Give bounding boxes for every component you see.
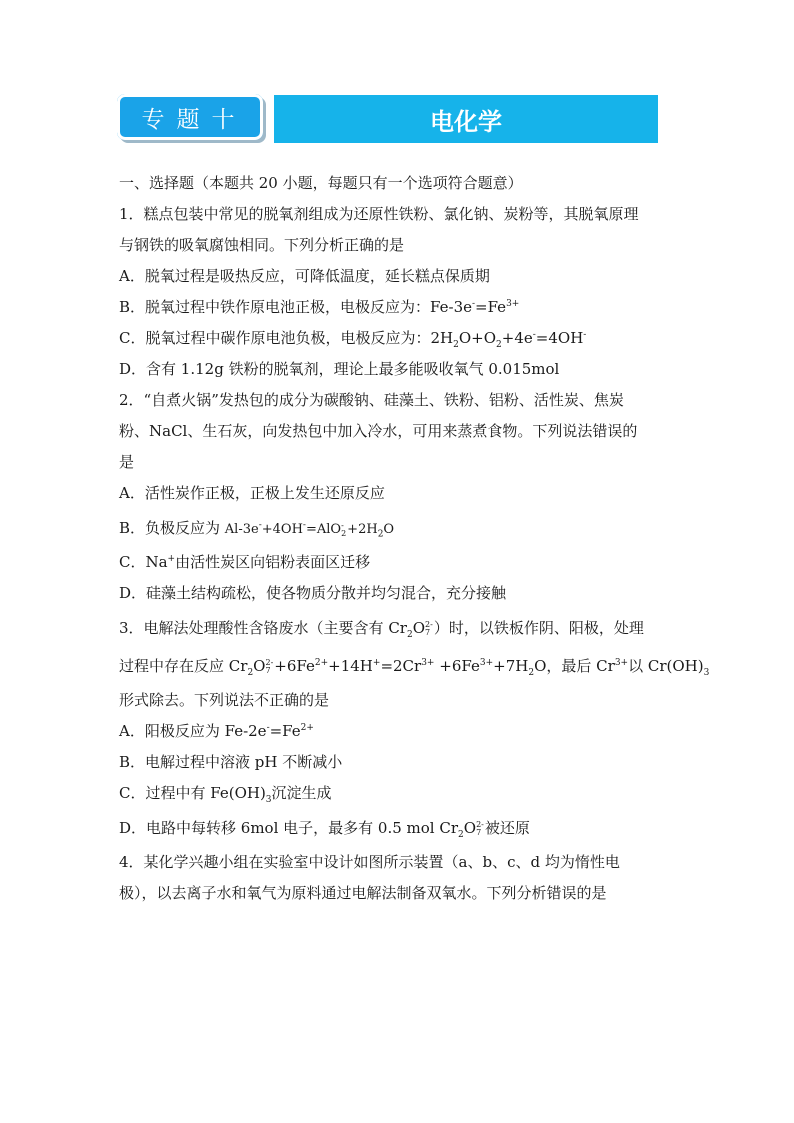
q1-option-c	[119, 323, 679, 354]
q2-option-c	[119, 547, 679, 578]
q4-stem-line1: 4．某化学兴趣小组在实验室中设计如图所示装置（a、b、c、d 均为惰性电	[119, 853, 620, 871]
chapter-header	[117, 94, 658, 144]
q3-option-d	[119, 809, 679, 847]
q3-stem-line2-a: 过程中存在反应	[119, 657, 229, 675]
q3-stem-line3: 形式除去。下列说法不正确的是	[119, 691, 330, 709]
q2-option-b	[119, 509, 679, 547]
q2-option-c-text: 由活性炭区向铝粉表面区迁移	[175, 553, 371, 571]
q3-stem-line2-b: ，最后	[546, 657, 597, 675]
q3-option-a-formula: $Fe-2e^-=Fe^{2+}$	[224, 722, 314, 740]
section-title: 一、选择题（本题共 20 小题，每题只有一个选项符合题意）	[119, 174, 523, 192]
q2-option-b-formula: Al-3e-+4OH-=AlO - 2 $+2H_2O$	[224, 520, 395, 540]
q3-stem-line1-a: 3．电解法处理酸性含铬废水（主要含有	[119, 619, 389, 637]
q1-stem-line2: 与钢铁的吸氧腐蚀相同。下列分析正确的是	[119, 236, 405, 254]
q3-option-b: B．电解过程中溶液 pH 不断减小	[119, 753, 343, 771]
q3-reaction-formula: $Cr_2O$ 2- 7 $+6Fe^{2+}+14H^+=2Cr^{3+} +6Fe^{3+}+7H_2O$	[228, 657, 547, 678]
q1-option-c-text: C．脱氧过程中碳作原电池负极，电极反应为：	[119, 329, 431, 347]
q4-stem-line2: 极），以去离子水和氧气为原料通过电解法制备双氧水。下列分析错误的是	[119, 884, 607, 902]
q1-option-a: A．脱氧过程是吸热反应，可降低温度，延长糕点保质期	[119, 267, 490, 285]
q2-option-d: D．硅藻土结构疏松，使各物质分散并均匀混合，充分接触	[119, 584, 507, 602]
q3-stem-line2-c: 以	[628, 657, 648, 675]
q1-option-b-text: B．脱氧过程中铁作原电池正极，电极反应为：	[119, 298, 431, 316]
q3-stem-line1-b: ）时，以铁板作阴、阳极，处理	[433, 619, 644, 637]
q2-option-a: A．活性炭作正极，正极上发生还原反应	[119, 484, 385, 502]
question-content	[119, 168, 710, 909]
q3-option-c-formula: $Fe(OH)_3$	[210, 784, 272, 805]
q3-option-d-text: D．电路中每转移 6mol 电子，最多有 0.5 mol	[119, 819, 440, 837]
q3-option-a	[119, 716, 679, 747]
q3-hydroxide-formula: $Cr(OH)_3$	[647, 657, 710, 678]
q3-option-d-tail: 被还原	[484, 819, 530, 837]
q3-stem-line2	[119, 647, 710, 685]
q3-option-c-text: C．过程中有	[119, 784, 211, 802]
q2-option-b-text: B．负极反应为	[119, 519, 225, 537]
chapter-tag: 专题十	[117, 94, 263, 140]
q3-dichromate-formula: $Cr_2O$ 2- 7	[388, 619, 433, 640]
q1-option-c-formula: $2H_2O+O_2+4e^-=4OH^-$	[430, 329, 587, 350]
q1-stem-line1: 1．糕点包装中常见的脱氧剂组成为还原性铁粉、氯化钠、炭粉等，其脱氧原理	[119, 205, 639, 223]
q3-option-a-text: A．阳极反应为	[119, 722, 225, 740]
q1-option-b-formula: $Fe-3e^-=Fe^{3+}$	[430, 298, 520, 316]
q3-option-d-formula: $Cr_2O$ 2- 7	[439, 819, 484, 840]
chapter-title: 电化学	[274, 95, 658, 143]
q2-stem-line3: 是	[119, 453, 135, 471]
q1-option-d: D．含有 1.12g 铁粉的脱氧剂，理论上最多能吸收氧气 0.015mol	[119, 360, 560, 378]
q2-option-c-formula: C．Na+	[119, 553, 176, 571]
q2-stem-line2: 粉、NaCl、生石灰，向发热包中加入冷水，可用来蒸煮食物。下列说法错误的	[119, 422, 638, 440]
q3-option-c	[119, 778, 679, 809]
q3-cr3-formula: $Cr^{3+}$	[596, 657, 629, 675]
q3-stem-line1	[119, 609, 679, 647]
q3-option-c-tail: 沉淀生成	[271, 784, 332, 802]
q1-option-b	[119, 292, 679, 323]
q2-stem-line1: 2．“自煮火锅”发热包的成分为碳酸钠、硅藻土、铁粉、铝粉、活性炭、焦炭	[119, 391, 624, 409]
